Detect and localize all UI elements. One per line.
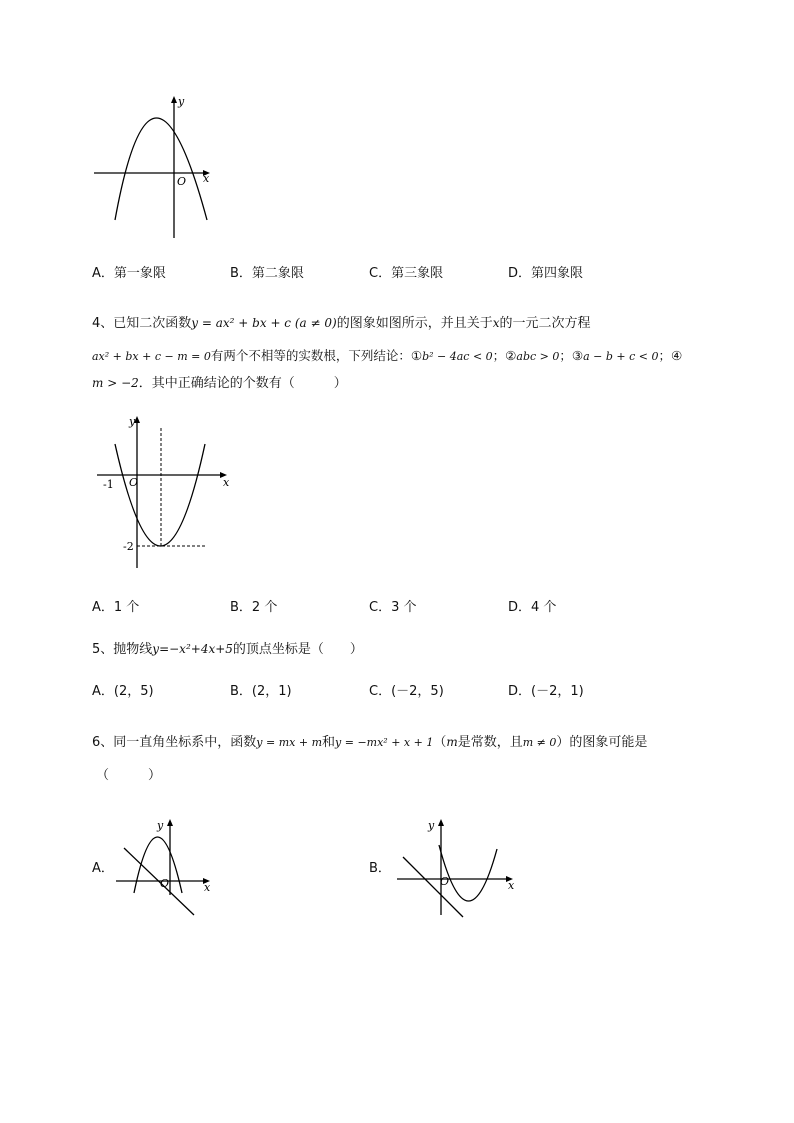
- q3-option-a[interactable]: A．第一象限: [92, 266, 166, 281]
- q4-conclusion-2: abc > 0: [516, 350, 560, 363]
- q3-x-label: x: [203, 172, 210, 185]
- q3-option-c[interactable]: C．第三象限: [369, 266, 444, 281]
- q5-stem-part1: 抛物线: [113, 642, 153, 657]
- q4-var-x: x: [492, 316, 500, 330]
- q4-origin-label: O: [129, 476, 139, 489]
- q4-y-label: y: [129, 415, 136, 428]
- q4-stem-line2: [92, 346, 682, 364]
- q4-stem-part2: 的图象如图所示，并且关于: [336, 316, 493, 331]
- q6-stem-part4: 是常数，且: [457, 735, 523, 750]
- q6-paren: （ ）: [96, 768, 162, 783]
- q3-option-b[interactable]: B．第二象限: [230, 266, 304, 281]
- q4-stem-line3: [92, 372, 347, 391]
- q5-number: 5、: [92, 642, 114, 657]
- q4-stem-part5: ．其中正确结论的个数有（ ）: [138, 376, 347, 391]
- q6b-x-label: x: [508, 879, 515, 892]
- q6-number: 6、: [92, 735, 114, 750]
- q4-option-b[interactable]: B．2 个: [230, 600, 278, 615]
- q6a-x-label: x: [204, 881, 211, 894]
- q6-stem-part2: 和: [322, 735, 336, 750]
- q4-sep4: ；④: [658, 348, 683, 363]
- q6a-y-label: y: [157, 819, 164, 832]
- q4-stem-part1: 已知二次函数: [113, 316, 192, 331]
- q4-neg-one-label: -1: [103, 478, 114, 491]
- q4-option-c[interactable]: C．3 个: [369, 600, 417, 615]
- q4-neg-two-label: -2: [123, 540, 134, 553]
- q5-option-c[interactable]: C．(－2，5): [369, 684, 444, 699]
- q5-stem-part2: 的顶点坐标是（ ）: [232, 642, 363, 657]
- q3-y-label: y: [178, 95, 185, 108]
- q4-conclusion-4: m > −2: [92, 376, 139, 390]
- q6-option-a-label[interactable]: A．: [92, 861, 114, 876]
- q4-x-label: x: [223, 476, 230, 489]
- q6-stem-part5: ）的图象可能是: [556, 735, 648, 750]
- q3-y-arrow-icon: [171, 96, 177, 103]
- q4-option-a[interactable]: A．1 个: [92, 600, 140, 615]
- q6-option-b-graph[interactable]: [395, 815, 525, 915]
- q4-parabola: [115, 444, 205, 546]
- q5-stem: [92, 638, 363, 657]
- q4-option-d[interactable]: D．4 个: [508, 600, 557, 615]
- q5-option-d[interactable]: D．(－2，1): [508, 684, 584, 699]
- q4-conclusion-3: a − b + c < 0: [583, 350, 659, 363]
- q6-option-b-label[interactable]: B．: [369, 861, 391, 876]
- q4-sep2: ；②: [492, 348, 517, 363]
- q5-option-a[interactable]: A．(2，5): [92, 684, 154, 699]
- q6a-y-arrow-icon: [167, 819, 173, 826]
- q3-parabola-graph: [90, 92, 220, 242]
- q6b-origin-label: O: [440, 875, 450, 888]
- q4-stem-line1: [92, 312, 591, 331]
- q3-parabola: [115, 118, 207, 220]
- q6-option-a-graph[interactable]: [112, 815, 222, 895]
- q4-stem-part3: 的一元二次方程: [499, 316, 591, 331]
- q4-parabola-graph: [95, 408, 235, 573]
- q4-function: y = ax² + bx + c (a ≠ 0): [191, 316, 337, 330]
- q6-stem-line1: [92, 731, 647, 750]
- q5-function: y=−x²+4x+5: [152, 642, 233, 656]
- q4-sep3: ；③: [559, 348, 584, 363]
- q3-option-d[interactable]: D．第四象限: [508, 266, 584, 281]
- q6-condition: m ≠ 0: [522, 736, 557, 749]
- q6b-y-arrow-icon: [438, 819, 444, 826]
- q5-option-b[interactable]: B．(2，1): [230, 684, 292, 699]
- q6b-parabola: [439, 845, 497, 901]
- q4-equation: ax² + bx + c − m = 0: [92, 350, 211, 363]
- q4-stem-part4: 有两个不相等的实数根，下列结论：①: [210, 348, 423, 363]
- q6a-origin-label: O: [160, 877, 170, 890]
- q3-origin-label: O: [177, 175, 187, 188]
- q6-stem-part3: （: [433, 735, 447, 750]
- q4-conclusion-1: b² − 4ac < 0: [422, 350, 493, 363]
- q6b-y-label: y: [428, 819, 435, 832]
- q6-function-2: y = −mx² + x + 1: [335, 736, 434, 749]
- q6-function-1: y = mx + m: [256, 736, 322, 749]
- q6-var-m: m: [446, 735, 458, 749]
- q4-number: 4、: [92, 316, 114, 331]
- q6-stem-part1: 同一直角坐标系中，函数: [113, 735, 257, 750]
